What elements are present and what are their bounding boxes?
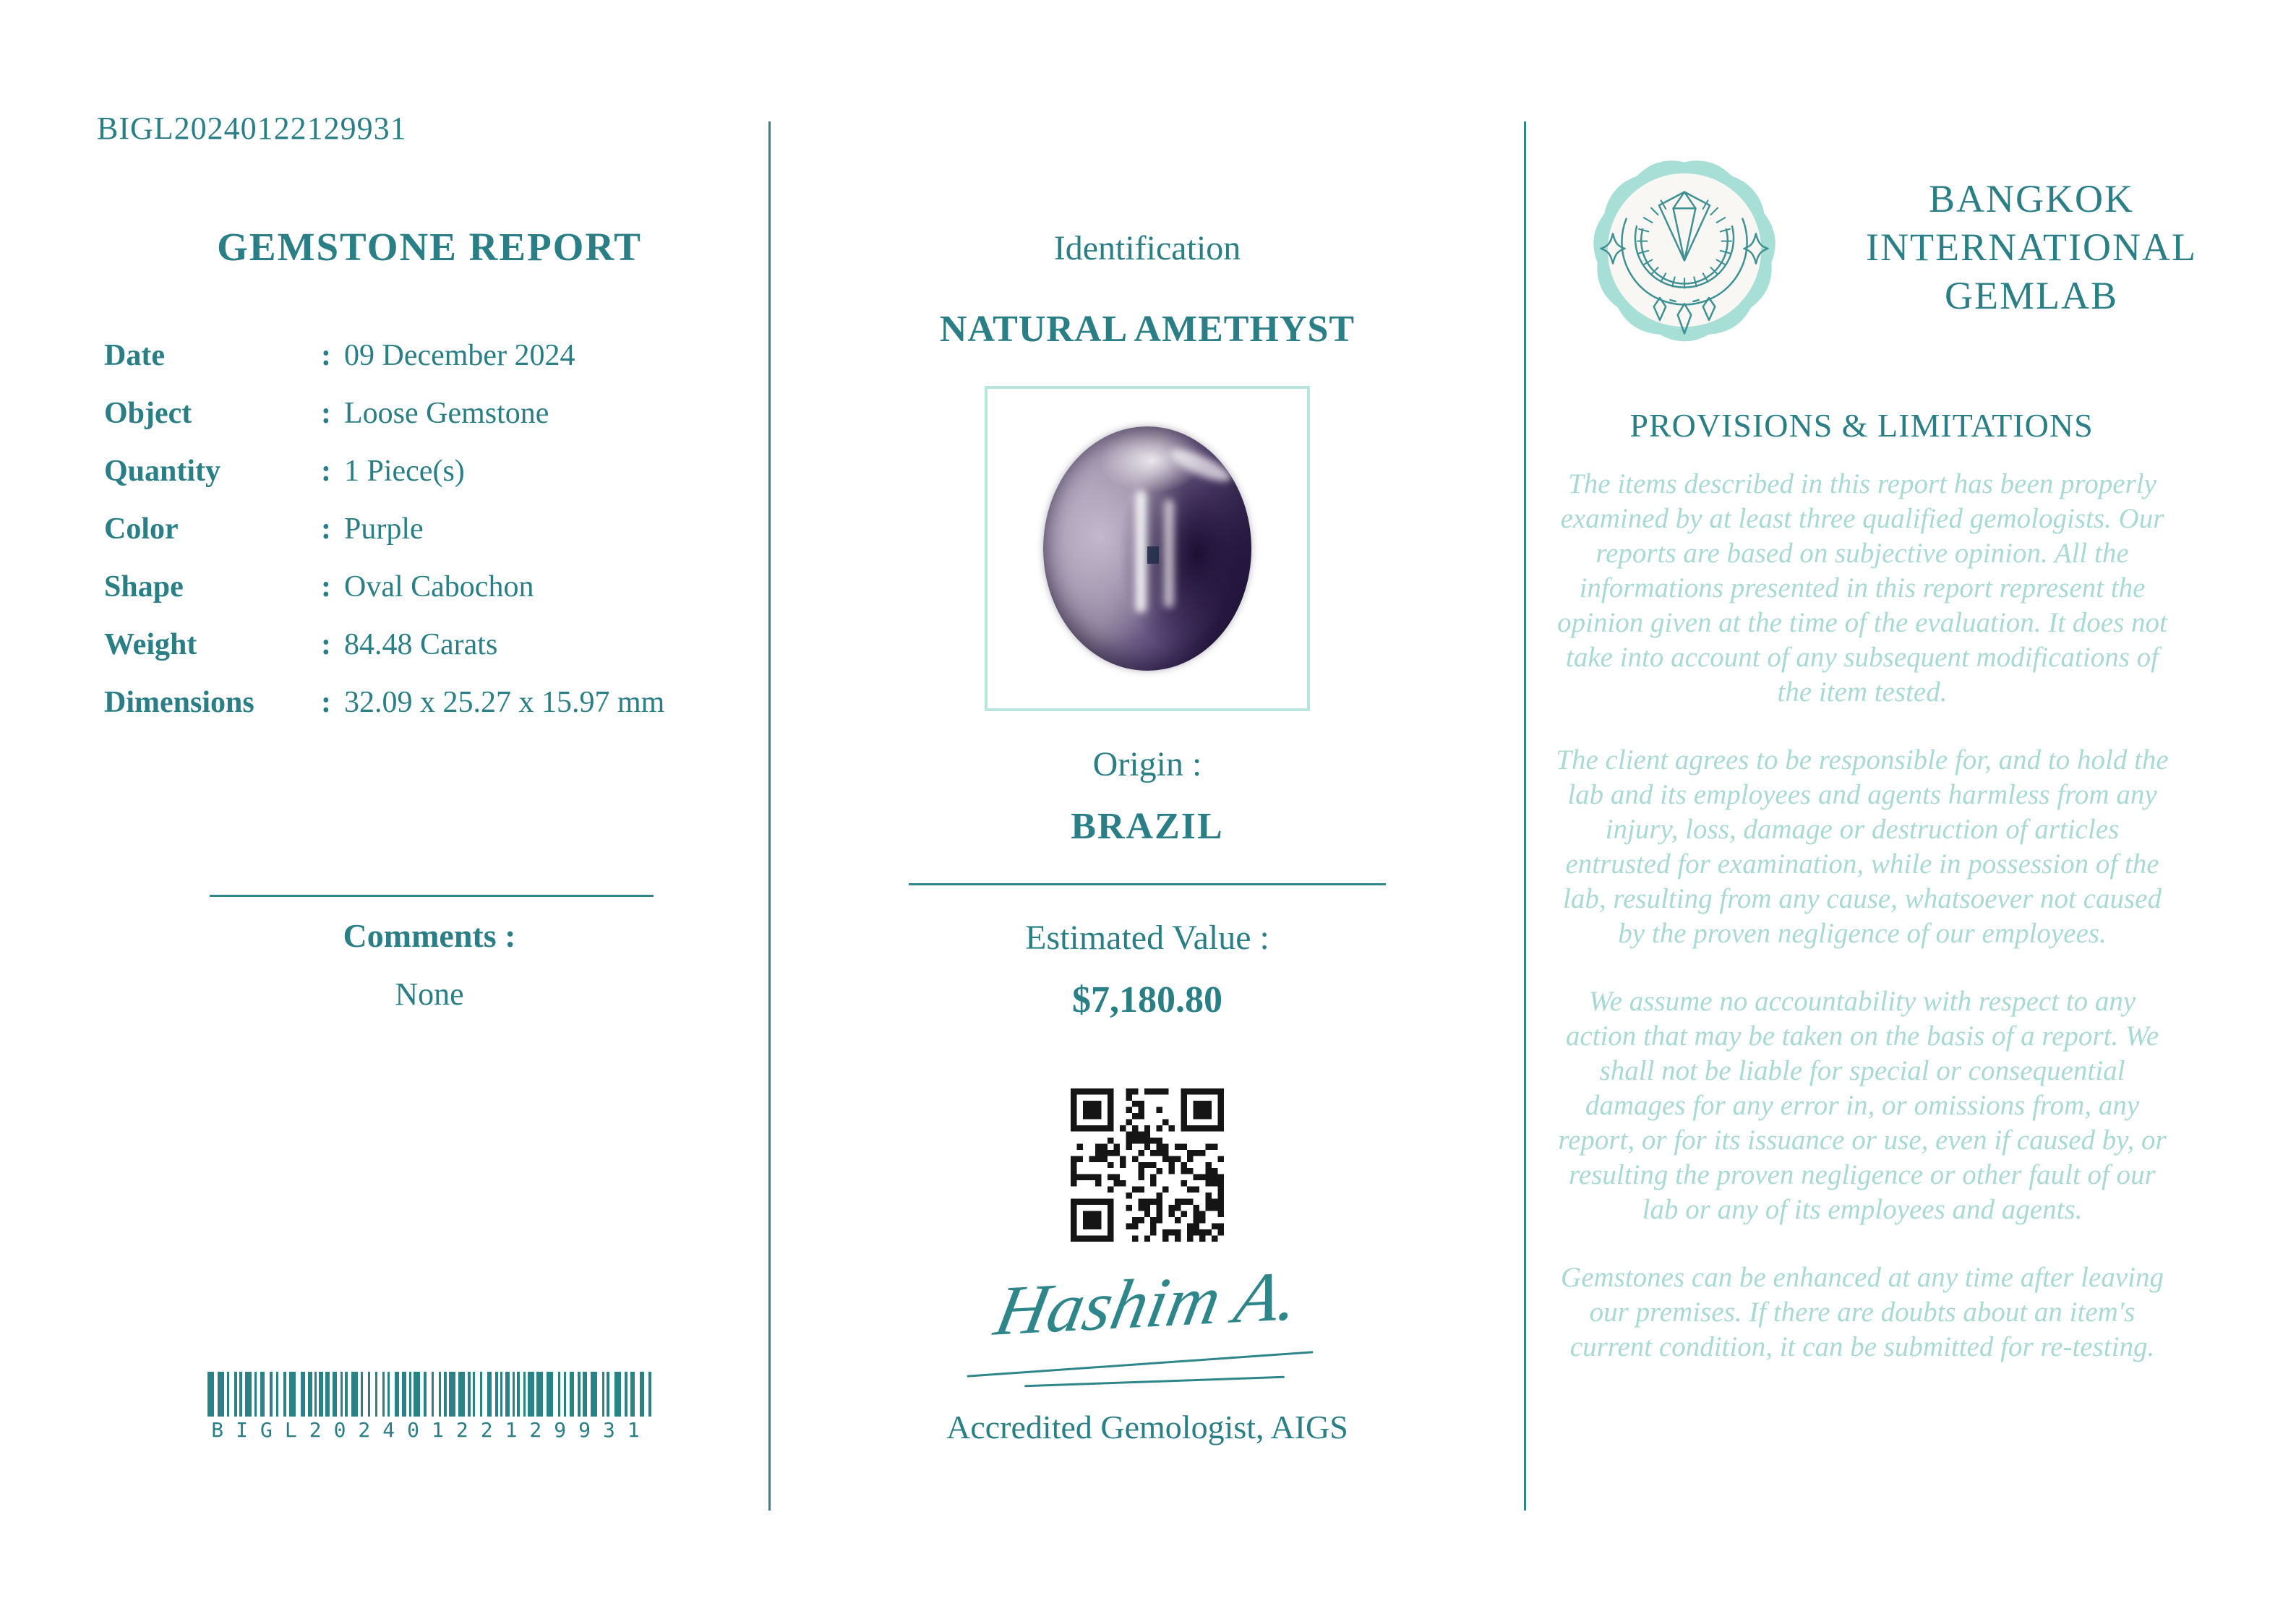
field-value: 1 Piece(s) <box>344 455 465 488</box>
identification-heading: Identification <box>1053 229 1241 267</box>
provisions-paragraph: We assume no accountability with respect to any action that may be taken on the basis of a report. We shall not be liable for special or consequential damages for any error in, or omissions from, any report, or for its issuance or use, even if caused by, or resulting the proven negligence or other fault of our lab or any of its employees and agents. <box>1558 986 2167 1225</box>
field-label: Object <box>104 397 192 430</box>
field-row-color <box>104 512 755 570</box>
signature-underline <box>1024 1376 1285 1388</box>
origin-label: Origin : <box>1092 745 1202 783</box>
report-number: BIGL20240122129931 <box>97 111 407 146</box>
field-colon: : <box>321 397 331 430</box>
lab-name-line: GEMLAB <box>1945 274 2118 317</box>
gemstone-photo <box>1043 426 1251 671</box>
field-label: Quantity <box>104 455 221 488</box>
field-label: Dimensions <box>104 686 254 719</box>
field-row-date <box>104 338 755 396</box>
lab-name-line: INTERNATIONAL <box>1866 225 2197 269</box>
field-colon: : <box>321 628 331 661</box>
field-colon: : <box>321 455 331 488</box>
gemlab-logo-icon <box>1588 153 1781 347</box>
field-label: Shape <box>104 570 184 603</box>
provisions-title: PROVISIONS & LIMITATIONS <box>1629 407 2094 444</box>
field-row-quantity <box>104 454 755 512</box>
field-row-object <box>104 396 755 454</box>
field-colon: : <box>321 339 331 372</box>
report-details-column <box>97 0 762 1624</box>
barcode-text: BIGL20240122129931 <box>211 1418 652 1442</box>
signatory-title: Accredited Gemologist, AIGS <box>946 1409 1348 1445</box>
field-value: 09 December 2024 <box>344 339 575 372</box>
gem-highlight <box>1167 443 1234 486</box>
value-divider <box>909 883 1386 885</box>
field-value: Oval Cabochon <box>344 570 534 603</box>
field-value: 84.48 Carats <box>344 628 498 661</box>
signature-script: Hashim A. <box>988 1257 1306 1351</box>
field-colon: : <box>321 512 331 546</box>
gemstone-report-title: GEMSTONE REPORT <box>217 225 642 269</box>
field-colon: : <box>321 686 331 719</box>
field-row-shape <box>104 570 755 627</box>
qr-code-image <box>1071 1088 1224 1242</box>
identification-result: NATURAL AMETHYST <box>939 309 1355 350</box>
field-colon: : <box>321 570 331 603</box>
barcode-bars <box>207 1372 651 1417</box>
field-row-dimensions <box>104 685 755 743</box>
comments-value: None <box>395 976 464 1012</box>
gem-details-table <box>104 338 755 743</box>
gem-highlight <box>1164 499 1174 608</box>
identification-column <box>771 0 1524 1624</box>
comments-label: Comments : <box>343 917 516 954</box>
provisions-paragraph: Gemstones can be enhanced at any time after leaving our premises. If there are doubts about an item's current condition, it can be submitted for re-testing. <box>1561 1262 2164 1362</box>
qr-code <box>1071 1088 1224 1242</box>
provisions-paragraph: The items described in this report has been properly examined by at least three qualified gemologists. Our reports are based on subjective opinion. All the informations presented in this report represent the opinion given at the time of the evaluation. It does not take into account of any subsequent modifications of the item tested. <box>1557 468 2167 708</box>
field-value: Purple <box>344 512 424 546</box>
field-label: Date <box>104 339 165 372</box>
lab-name <box>1786 175 2277 320</box>
estimated-value: $7,180.80 <box>1072 979 1222 1021</box>
lab-info-column <box>1525 0 2296 1624</box>
comments-divider <box>210 895 654 897</box>
field-label: Weight <box>104 628 197 661</box>
provisions-paragraph: The client agrees to be responsible for, and to hold the lab and its employees and agents harmless from any injury, loss, damage or destruction of articles entrusted for examination, while in possession of the lab, resulting from any cause, whatsoever not caused by the proven negligence of our employees. <box>1556 744 2169 949</box>
barcode <box>207 1372 656 1442</box>
field-row-weight <box>104 627 755 685</box>
provisions-text <box>1551 467 2173 1398</box>
gem-inclusion <box>1147 546 1159 564</box>
gem-highlight <box>1135 490 1147 613</box>
origin-value: BRAZIL <box>1071 806 1224 847</box>
field-value: Loose Gemstone <box>344 397 549 430</box>
lab-name-line: BANGKOK <box>1929 177 2134 220</box>
gemstone-photo-frame <box>985 386 1310 711</box>
signature-underline <box>967 1351 1313 1377</box>
estimated-value-label: Estimated Value : <box>1025 919 1269 957</box>
field-label: Color <box>104 512 179 546</box>
gemologist-signature <box>981 1257 1314 1401</box>
field-value: 32.09 x 25.27 x 15.97 mm <box>344 686 665 719</box>
